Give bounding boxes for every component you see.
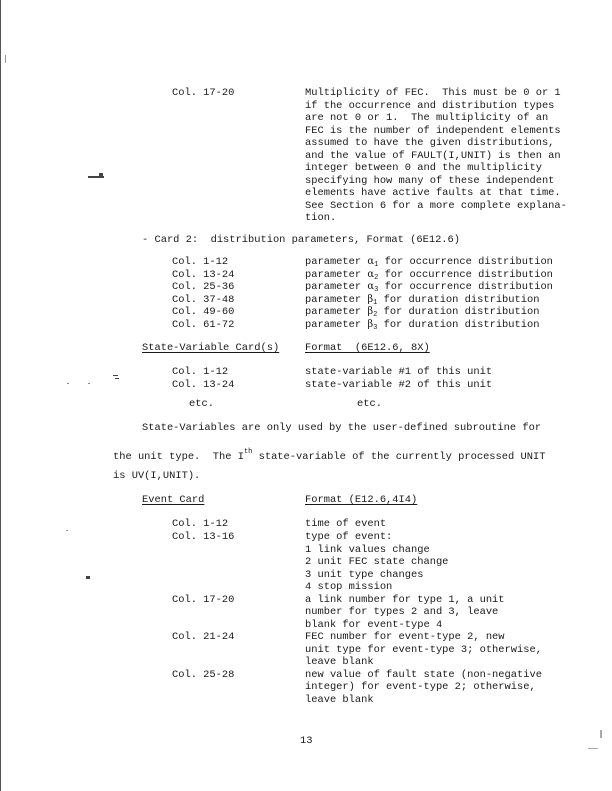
desc-line: state-variable #1 of this unit [305,366,493,378]
desc-line: new value of fault state (non-negative [305,668,542,681]
margin-arrow-mark [99,173,103,176]
col-label: Col. 1-12 [172,256,229,268]
event-card-title: Event Card [142,494,205,506]
desc-line: a link number for type 1, a unit [305,593,505,606]
col-label: Col. 21-24 [172,631,235,643]
desc-line: Multiplicity of FEC. This must be 0 or 1 [305,87,561,99]
desc-line: 1 link values change [305,543,430,556]
desc-line: blank for event-type 4 [305,618,443,631]
margin-speck [88,383,90,384]
col-label: Col. 25-28 [172,668,235,681]
desc-line: leave blank [305,656,374,668]
col-label: Col. 37-48 [172,293,235,306]
col-label: Col. 13-24 [172,268,235,281]
margin-speck [66,530,68,531]
col-label: Col. 25-36 [172,281,235,293]
param-line: parameter $\alpha_2$ for occurrence distribution [305,268,553,282]
desc-line: FEC number for event-type 2, new [305,631,505,643]
col-label: Col. 1-12 [172,518,229,530]
param-line: parameter $\alpha_1$ for occurrence distribution [305,256,553,269]
col-label: Col. 1-12 [172,366,229,378]
param-line: parameter $\beta_1$ for duration distribution [305,293,540,307]
col-label: Col. 61-72 [172,318,235,331]
desc-line: and the value of FAULT(I,UNIT) is then an [305,149,561,162]
paragraph-line: the unit type. The Ith state-variable of the currently processed UNIT [113,448,546,463]
margin-speck [67,383,69,384]
desc-line: 3 unit type changes [305,568,424,581]
desc-line: type of event: [305,531,393,543]
desc-line: See Section 6 for a more complete explana- [305,199,567,212]
left-edge-line [0,0,1,791]
col-label: Col. 13-24 [172,378,235,391]
statevar-format: Format (6E12.6, 8X) [305,342,430,354]
col-label: Col. 49-60 [172,306,235,318]
desc-line: time of event [305,518,387,530]
card2-heading: - Card 2: distribution parameters, Format (6E12.6) [142,234,461,246]
col-label: Col. 13-16 [172,531,235,543]
param-line: parameter $\alpha_3$ for occurrence distribution [305,281,553,294]
desc-line: FEC is the number of independent elements [305,124,561,137]
margin-speck [86,576,90,579]
desc-line: number for types 2 and 3, leave [305,606,499,618]
paragraph-line: State-Variables are only used by the user-defined subroutine for [142,422,542,434]
margin-speck [113,375,118,376]
margin-speck [600,730,602,738]
desc-line: leave blank [305,693,374,706]
desc-line: tion. [305,212,337,224]
param-line: parameter $\beta_2$ for duration distribution [305,306,540,319]
desc-line: integer between 0 and the multiplicity [305,162,542,174]
desc-line: integer) for event-type 2; otherwise, [305,681,536,693]
desc-line: elements have active faults at that time. [305,187,561,199]
desc-line: 2 unit FEC state change [305,556,449,568]
desc-line: 4 stop mission [305,581,393,593]
desc-line: unit type for event-type 3; otherwise, [305,643,542,656]
margin-speck [5,55,6,63]
etc-right: etc. [357,398,382,410]
desc-line: are not 0 or 1. The multiplicity of an [305,112,549,124]
desc-line: if the occurrence and distribution types [305,99,555,112]
desc-line: specifying how many of these independent [305,174,555,187]
margin-arrow-mark [88,176,104,178]
col-label: Col. 17-20 [172,87,235,99]
desc-line: assumed to have the given distributions, [305,137,555,149]
param-line: parameter $\beta_3$ for duration distribution [305,318,540,332]
desc-line: state-variable #2 of this unit [305,378,493,391]
etc-left: etc. [189,398,214,410]
event-format: Format (E12.6,4I4) [305,494,418,506]
page-number: 13 [300,735,313,747]
col-label: Col. 17-20 [172,593,235,606]
statevar-card-title: State-Variable Card(s) [142,342,280,354]
paragraph-line: is UV(I,UNIT). [113,470,201,482]
margin-speck [588,748,598,749]
margin-speck [115,378,119,379]
